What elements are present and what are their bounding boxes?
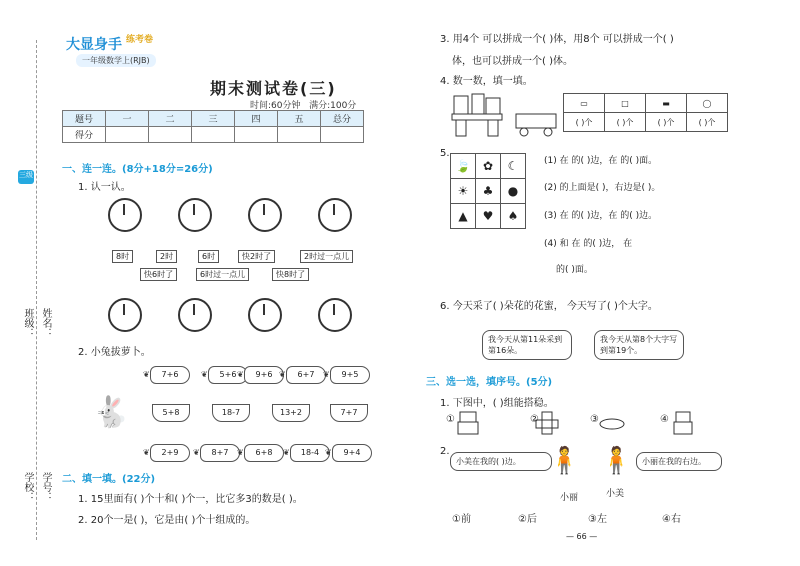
bell-icon: ▲ — [451, 204, 476, 229]
s1-q2: 2. 小兔拔萝卜。 — [78, 347, 151, 358]
speech-bubble: 我今天从第8个大字写到第19个。 — [594, 330, 684, 360]
q5-tail: 的( )面。 — [556, 265, 593, 275]
option[interactable]: ③ — [590, 414, 599, 425]
name-label: 姓名： — [40, 308, 51, 338]
speech-bubble: 小丽在我的右边。 — [636, 452, 722, 471]
time-label[interactable]: 2时过一点儿 — [300, 250, 353, 263]
speech-bubble: 我今天从第11朵采到第16朵。 — [482, 330, 572, 360]
option[interactable]: ①前 — [452, 514, 471, 525]
strawberry-icon: ♥ — [476, 204, 501, 229]
score-cell[interactable] — [192, 127, 235, 143]
cube-icon: □ — [605, 94, 646, 113]
score-header: 四 — [235, 111, 278, 127]
girl-icon: 🧍 — [548, 446, 581, 476]
score-header: 三 — [192, 111, 235, 127]
score-cell[interactable] — [278, 127, 321, 143]
cuboid-icon: ▭ — [564, 94, 605, 113]
option[interactable]: ④ — [660, 414, 669, 425]
basket[interactable]: 13+2 — [272, 404, 310, 422]
score-cell[interactable] — [149, 127, 192, 143]
count-cell[interactable]: ( )个 — [564, 113, 605, 132]
r-q3a: 3. 用4个 可以拼成一个( )体，用8个 可以拼成一个( ) — [440, 34, 674, 45]
carrot[interactable]: ❦ 6+8 — [244, 444, 284, 462]
student-no-label: 学号： — [40, 472, 51, 502]
basket[interactable]: 7+7 — [330, 404, 368, 422]
count-cell[interactable]: ( )个 — [687, 113, 728, 132]
score-cell[interactable] — [106, 127, 149, 143]
count-cell[interactable]: ( )个 — [646, 113, 687, 132]
blocks-illustration — [450, 88, 560, 140]
score-header: 一 — [106, 111, 149, 127]
girl-icon: 🧍 — [600, 446, 633, 476]
clock-icon — [248, 298, 282, 332]
rabbit-icon: 🐇 — [92, 395, 130, 430]
option[interactable]: ② — [530, 414, 539, 425]
option[interactable]: ④右 — [662, 514, 681, 525]
carrot[interactable]: ❦ 9+5 — [330, 366, 370, 384]
section3-heading: 三、选一选，填序号。(5分) — [426, 377, 553, 388]
time-label[interactable]: 快8时了 — [272, 268, 309, 281]
binding-sidebar — [0, 0, 52, 566]
name-label: 小美 — [606, 489, 625, 499]
tree-icon: ♣ — [476, 179, 501, 204]
time-limit: 时间:60分钟 — [250, 101, 301, 111]
score-header: 二 — [149, 111, 192, 127]
score-cell[interactable] — [321, 127, 364, 143]
clock-icon — [248, 198, 282, 232]
section2-heading: 二、填一填。(22分) — [62, 474, 156, 485]
q5-line: (1) 在 的( )边，在 的( )面。 — [544, 156, 658, 166]
score-cell: 得分 — [63, 127, 106, 143]
score-header: 总分 — [321, 111, 364, 127]
pear-icon: ♠ — [501, 204, 526, 229]
score-header: 五 — [278, 111, 321, 127]
r-q4: 4. 数一数，填一填。 — [440, 76, 533, 87]
logo-title: 大显身手 — [66, 37, 122, 53]
carrot[interactable]: ❦ 2+9 — [150, 444, 190, 462]
r-q6: 6. 今天采了( )朵花的花蜜， 今天写了( )个大字。 — [440, 301, 658, 312]
carrot[interactable]: ❦ 8+7 — [200, 444, 240, 462]
shape-count-table — [563, 93, 728, 132]
score-table — [62, 110, 364, 143]
page-title: 期末测试卷(三) — [210, 79, 337, 98]
name-label: 小丽 — [560, 493, 579, 503]
page-number: — 66 — — [566, 532, 598, 541]
option[interactable]: ① — [446, 414, 455, 425]
time-label[interactable]: 2时 — [156, 250, 177, 263]
logo-tag: 练考卷 — [126, 35, 154, 45]
q5-line: (4) 和 在 的( )边， 在 — [544, 239, 633, 249]
score-header: 题号 — [63, 111, 106, 127]
option[interactable]: ②后 — [518, 514, 537, 525]
full-score: 满分:100分 — [309, 101, 357, 111]
speech-bubble: 小美在我的( )边。 — [450, 452, 552, 471]
carrot[interactable]: ❦ 9+4 — [332, 444, 372, 462]
class-label: 班级： — [22, 308, 33, 338]
time-label[interactable]: 6时过一点儿 — [196, 268, 249, 281]
sun-icon: ☀ — [451, 179, 476, 204]
carrot[interactable]: ❦ 9+6 — [244, 366, 284, 384]
cut-line — [36, 40, 37, 540]
option[interactable]: ③左 — [588, 514, 607, 525]
q5-line: (3) 在 的( )边，在 的( )边。 — [544, 211, 658, 221]
cylinder-icon: ▬ — [646, 94, 687, 113]
s3-q2: 2. — [440, 446, 450, 457]
time-label[interactable]: 快6时了 — [140, 268, 177, 281]
carrot[interactable]: ❦ 6+7 — [286, 366, 326, 384]
badge: 三级 — [18, 170, 34, 184]
r-q5: 5. — [440, 148, 450, 159]
time-label[interactable]: 快2时了 — [238, 250, 275, 263]
time-label[interactable]: 8时 — [112, 250, 133, 263]
stacking-shapes — [456, 410, 696, 436]
clock-icon — [178, 298, 212, 332]
basket[interactable]: 18-7 — [212, 404, 250, 422]
count-cell[interactable]: ( )个 — [605, 113, 646, 132]
carrot[interactable]: ❦ 7+6 — [150, 366, 190, 384]
clock-icon — [318, 198, 352, 232]
r-q3b: 体，也可以拼成一个( )体。 — [452, 56, 573, 67]
s2-q1: 1. 15里面有( )个十和( )个一，比它多3的数是( )。 — [78, 494, 303, 505]
q5-line: (2) 的上面是( )，右边是( )。 — [544, 183, 661, 193]
clock-icon — [108, 198, 142, 232]
leaf-icon: 🍃 — [451, 154, 476, 179]
section1-heading: 一、连一连。(8分+18分=26分) — [62, 164, 213, 175]
basket[interactable]: 5+8 — [152, 404, 190, 422]
school-label: 学校： — [22, 472, 33, 502]
s2-q2: 2. 20个一是( )，它是由( )个十组成的。 — [78, 515, 256, 526]
carrot[interactable]: ❦ 18-4 — [290, 444, 330, 462]
apple-icon: ● — [501, 179, 526, 204]
time-label[interactable]: 6时 — [198, 250, 219, 263]
s1-q1: 1. 认一认。 — [78, 182, 131, 193]
sphere-icon: ◯ — [687, 94, 728, 113]
grade-label: 一年级数学上(RJB) — [76, 54, 156, 67]
score-cell[interactable] — [235, 127, 278, 143]
clock-icon — [108, 298, 142, 332]
logo — [62, 30, 192, 70]
clock-icon — [178, 198, 212, 232]
s3-q1: 1. 下图中，( )组能搭稳。 — [440, 398, 554, 409]
picture-grid — [450, 153, 526, 229]
carrot[interactable]: ❦ 5+6 — [208, 366, 248, 384]
clock-icon — [318, 298, 352, 332]
flower-icon: ✿ — [476, 154, 501, 179]
banana-icon: ☾ — [501, 154, 526, 179]
